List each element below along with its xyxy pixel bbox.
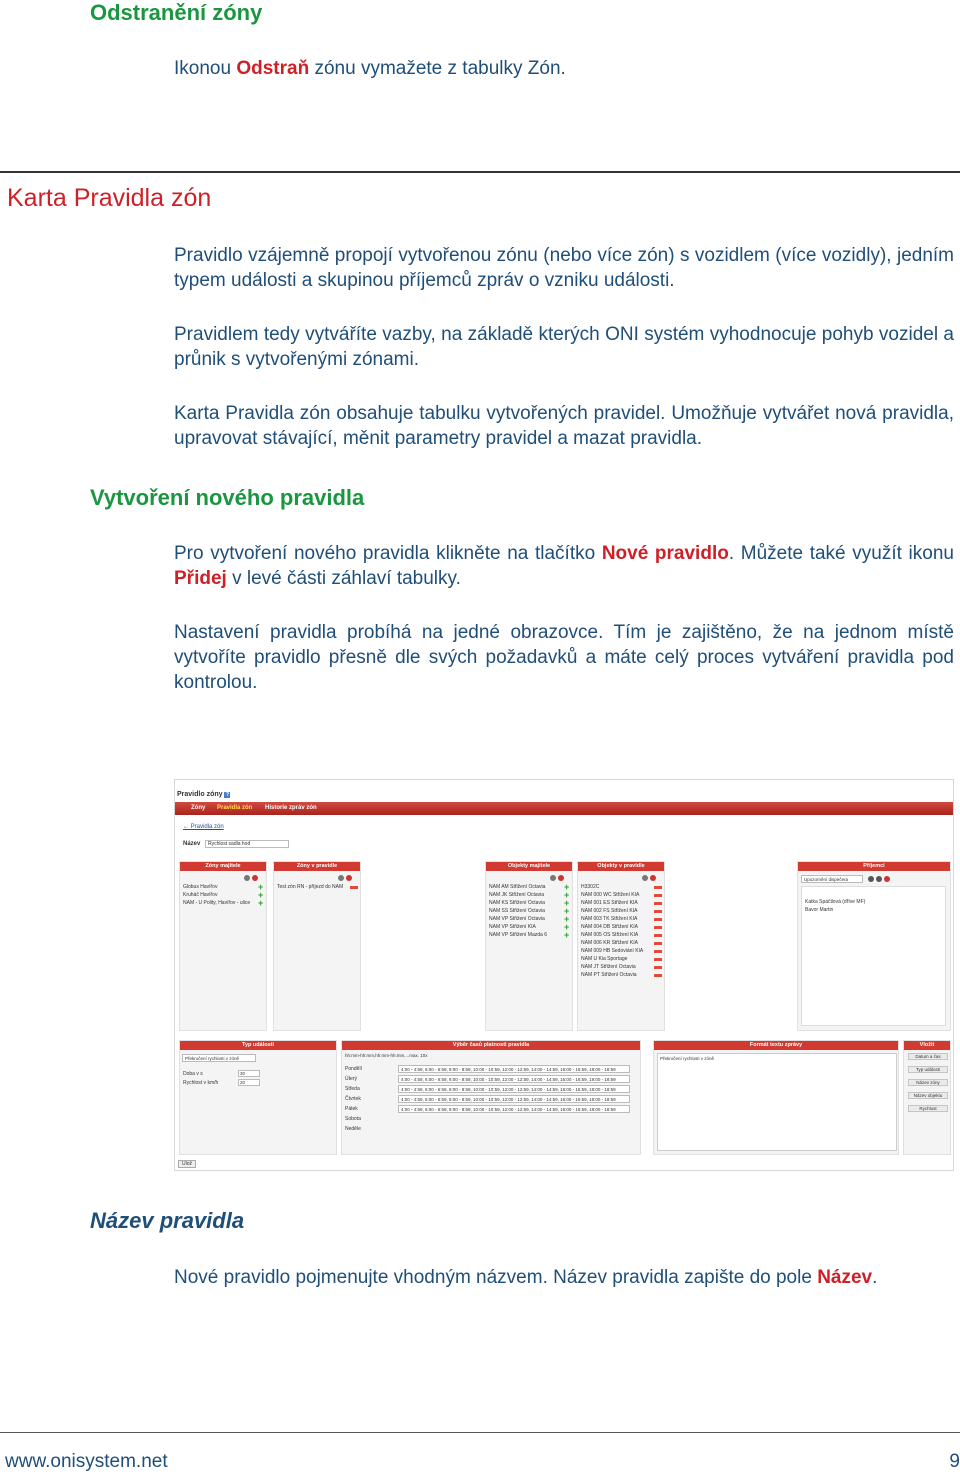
panel-objects-rule bbox=[577, 861, 665, 1031]
list-item[interactable]: NAM 009 HB Sedoviání KIA bbox=[581, 948, 644, 954]
list-item[interactable]: NAM VP Střižení Octavia bbox=[489, 916, 545, 922]
heading-new-rule: Vytvoření nového pravidla bbox=[90, 485, 365, 510]
insert-object-name-button[interactable]: Název objektu bbox=[908, 1092, 948, 1099]
panel-objects-owner bbox=[485, 861, 573, 1031]
paragraph-rule-name: Nové pravidlo pojmenujte vhodným názvem. Název pravidla zapište do pole Název. bbox=[174, 1267, 878, 1288]
day-label: Pondělí bbox=[345, 1066, 362, 1072]
panel-event-type bbox=[179, 1040, 337, 1155]
schedule-input[interactable]: 4:00 - 4:59, 6:00 - 6:59, 8:00 - 8:59, 10:00 - 10:59, 12:00 - 12:59, 14:00 - 14:59, 16:00 - 16:59, 18:00 - 18:59 bbox=[398, 1105, 630, 1113]
tab-zone-rules[interactable]: Pravidla zón bbox=[217, 805, 253, 811]
add-icon[interactable]: + bbox=[564, 906, 570, 916]
paragraph-rules-1: Pravidlo vzájemně propojí vytvořenou zónu (nebo více zón) s vozidlem (více vozidly), jedním typem události a skupinou příjemců zpráv o vzniku události. bbox=[174, 245, 954, 291]
paragraph-new-rule-1: Pro vytvoření nového pravidla klikněte na tlačítko Nové pravidlo. Můžete také využít ikonu Přidej v levé části záhlaví tabulky. bbox=[174, 543, 954, 589]
panel-recipients bbox=[797, 861, 951, 1031]
save-button[interactable]: Ulož bbox=[178, 1160, 196, 1168]
heading-rules-card: Karta Pravidla zón bbox=[7, 184, 212, 212]
remove-icon[interactable] bbox=[654, 934, 662, 937]
footer-url[interactable]: www.onisystem.net bbox=[5, 1451, 168, 1472]
search-icon[interactable] bbox=[244, 875, 250, 881]
paragraph-remove-zone: Ikonou Odstraň zónu vymažete z tabulky Zón. bbox=[174, 58, 566, 79]
section-divider bbox=[0, 171, 960, 173]
panel-zones-rule-head: Zóny v pravidle bbox=[274, 862, 360, 871]
list-item[interactable]: NAM JK Střižení Octavia bbox=[489, 892, 545, 898]
page-number: 9 bbox=[949, 1451, 960, 1472]
add-icon[interactable]: + bbox=[258, 882, 264, 892]
list-item[interactable]: NAM AM Střižení Octavia bbox=[489, 884, 546, 890]
add-icon[interactable]: + bbox=[258, 890, 264, 900]
remove-icon[interactable] bbox=[654, 942, 662, 945]
day-label: Čtvrtek bbox=[345, 1096, 361, 1102]
remove-icon[interactable] bbox=[654, 910, 662, 913]
list-item[interactable]: NAM SS Střižení Octavia bbox=[489, 908, 545, 914]
panel-schedule bbox=[341, 1040, 641, 1155]
list-item[interactable]: NAM 004 DB Střižení KIA bbox=[581, 924, 638, 930]
list-item[interactable]: NAM 006 KR Střižení KIA bbox=[581, 940, 638, 946]
schedule-input[interactable]: 4:00 - 4:59, 6:00 - 6:59, 8:00 - 8:59, 10:00 - 10:59, 12:00 - 12:59, 14:00 - 14:59, 16:00 - 16:59, 18:00 - 18:59 bbox=[398, 1085, 630, 1093]
clear-icon[interactable] bbox=[558, 875, 564, 881]
paragraph-new-rule-2: Nastavení pravidla probíhá na jedné obrazovce. Tím je zajištěno, že na jednom místě vytvoříte pravidlo přesně dle svých požadavků a máte celý proces vytváření pravidla pod kontrolou. bbox=[174, 622, 954, 693]
recipients-select[interactable]: Upozornění dispečera bbox=[801, 875, 863, 883]
heading-rule-name: Název pravidla bbox=[90, 1208, 245, 1233]
new-rule-keyword: Nové pravidlo bbox=[601, 543, 729, 564]
insert-speed-button[interactable]: Rychlost bbox=[908, 1105, 948, 1112]
list-item[interactable]: Bavor Martin bbox=[805, 907, 834, 913]
search-icon[interactable] bbox=[642, 875, 648, 881]
list-item[interactable]: NAM 005 OS Střižení KIA bbox=[581, 932, 639, 938]
remove-keyword: Odstraň bbox=[236, 58, 310, 79]
day-label: Pátek bbox=[345, 1106, 358, 1112]
list-item[interactable]: H3302C bbox=[581, 884, 600, 890]
paragraph-rules-3: Karta Pravidla zón obsahuje tabulku vytvořených pravidel. Umožňuje vytvářet nová pravidla, upravovat stávající, měnit parametry pravidel a mazat pravidla. bbox=[174, 403, 954, 449]
remove-icon[interactable] bbox=[654, 958, 662, 961]
recipients-list bbox=[801, 886, 946, 1026]
list-item[interactable]: NAM - U Polity, Havířov - ulice bbox=[183, 900, 251, 906]
name-keyword: Název bbox=[817, 1267, 873, 1288]
message-textarea[interactable]: Překročení rychlosti v zóně bbox=[657, 1053, 897, 1151]
search-icon[interactable] bbox=[338, 875, 344, 881]
list-item[interactable]: Test zón RN - příjezd do NAM bbox=[277, 884, 344, 890]
remove-icon[interactable] bbox=[654, 894, 662, 897]
panel-zones-owner bbox=[179, 861, 267, 1031]
list-item[interactable]: NAM PT Střižení Octavia bbox=[581, 972, 637, 978]
tab-zones[interactable]: Zóny bbox=[191, 805, 206, 811]
tab-zone-history[interactable]: Historie zpráv zón bbox=[265, 805, 317, 811]
remove-icon[interactable] bbox=[654, 966, 662, 969]
day-label: Neděle bbox=[345, 1126, 361, 1132]
event-type-select[interactable]: Překročení rychlosti v zóně bbox=[182, 1054, 256, 1062]
screenshot-tabbar bbox=[175, 802, 954, 815]
day-label: Úterý bbox=[345, 1076, 357, 1082]
list-item[interactable]: NAM 002 FS Střižení KIA bbox=[581, 908, 638, 914]
list-item[interactable]: NAM U Kia Sportage bbox=[581, 956, 628, 962]
day-label: Středa bbox=[345, 1086, 360, 1092]
schedule-input[interactable]: 4:00 - 4:59, 6:00 - 6:59, 8:00 - 8:59, 10:00 - 10:59, 12:00 - 12:59, 14:00 - 14:59, 16:00 - 16:59, 18:00 - 18:59 bbox=[398, 1065, 630, 1073]
schedule-hint: hh:mm-hh:mm,hh:mm-hh:mm,...max. 10x bbox=[345, 1053, 428, 1058]
name-input[interactable]: Rychlost sadla hod bbox=[205, 840, 289, 848]
panel-schedule-head: Výběr časů platnosti pravidla bbox=[342, 1041, 640, 1050]
schedule-input[interactable]: 4:00 - 4:59, 6:00 - 6:59, 8:00 - 8:59, 10:00 - 10:59, 12:00 - 12:59, 14:00 - 14:59, 16:00 - 16:59, 18:00 - 18:59 bbox=[398, 1075, 630, 1083]
panel-recipients-head: Příjemci bbox=[798, 862, 950, 871]
list-item[interactable]: NAM JT Střižení Octavia bbox=[581, 964, 636, 970]
paragraph-rules-2: Pravidlem tedy vytváříte vazby, na základě kterých ONI systém vyhodnocuje pohyb vozidel a průnik s vytvořenými zónami. bbox=[174, 324, 954, 370]
clear-icon[interactable] bbox=[884, 876, 890, 882]
add-icon[interactable]: + bbox=[564, 890, 570, 900]
remove-icon[interactable] bbox=[654, 926, 662, 929]
heading-remove-zone: Odstranění zóny bbox=[90, 0, 263, 25]
back-link[interactable]: ← Pravidla zón bbox=[183, 824, 224, 830]
add-icon[interactable]: + bbox=[564, 882, 570, 892]
remove-icon[interactable] bbox=[654, 974, 662, 977]
clear-icon[interactable] bbox=[252, 875, 258, 881]
schedule-input[interactable]: 4:00 - 4:59, 6:00 - 6:59, 8:00 - 8:59, 10:00 - 10:59, 12:00 - 12:59, 14:00 - 14:59, 16:00 - 16:59, 18:00 - 18:59 bbox=[398, 1095, 630, 1103]
screenshot-title: Pravidlo zóny ? bbox=[177, 791, 229, 798]
save-icon[interactable] bbox=[868, 876, 874, 882]
list-item[interactable]: NAM 000 WC Střižení KIA bbox=[581, 892, 640, 898]
panel-message-format-head: Formát textu zprávy bbox=[654, 1041, 898, 1050]
remove-icon[interactable] bbox=[654, 918, 662, 921]
remove-icon[interactable] bbox=[654, 950, 662, 953]
footer-divider bbox=[0, 1432, 960, 1433]
search-icon[interactable] bbox=[550, 875, 556, 881]
field-label: Doba v s bbox=[183, 1071, 203, 1077]
list-item[interactable]: Katka Spáčilová (dříve MF) bbox=[805, 899, 866, 905]
name-label: Název bbox=[183, 841, 201, 847]
add-keyword: Přidej bbox=[174, 568, 227, 589]
panel-insert bbox=[903, 1040, 951, 1155]
panel-objects-owner-head: Objekty majitele bbox=[486, 862, 572, 871]
list-item[interactable]: NAM 003 TK Střižení KIA bbox=[581, 916, 638, 922]
add-icon[interactable]: + bbox=[258, 898, 264, 908]
add-user-icon[interactable] bbox=[876, 876, 882, 882]
add-icon[interactable]: + bbox=[564, 898, 570, 908]
list-item[interactable]: NAM VP Střižení Mazda 6 bbox=[489, 932, 547, 938]
list-item[interactable]: NAM VP Střižení KIA bbox=[489, 924, 536, 930]
panel-objects-rule-head: Objekty v pravidle bbox=[578, 862, 664, 871]
add-icon[interactable]: + bbox=[564, 930, 570, 940]
insert-event-type-button[interactable]: Typ události bbox=[908, 1066, 948, 1073]
insert-zone-name-button[interactable]: Název zóny bbox=[908, 1079, 948, 1086]
panel-insert-head: Vložit bbox=[904, 1041, 950, 1050]
list-item[interactable]: Globus Havířov bbox=[183, 884, 218, 890]
clear-icon[interactable] bbox=[650, 875, 656, 881]
list-item[interactable]: NAM KS Střižení Octavia bbox=[489, 900, 545, 906]
duration-input[interactable]: 30 bbox=[238, 1070, 260, 1077]
help-icon[interactable]: ? bbox=[225, 792, 229, 798]
list-item[interactable]: NAM 001 ES Střižení KIA bbox=[581, 900, 638, 906]
day-label: Sobota bbox=[345, 1116, 361, 1122]
insert-datetime-button[interactable]: Datum a čas bbox=[908, 1053, 948, 1060]
add-icon[interactable]: + bbox=[564, 922, 570, 932]
clear-icon[interactable] bbox=[346, 875, 352, 881]
add-icon[interactable]: + bbox=[564, 914, 570, 924]
panel-zones-rule bbox=[273, 861, 361, 1031]
remove-icon[interactable] bbox=[654, 902, 662, 905]
panel-zones-owner-head: Zóny majitele bbox=[180, 862, 266, 871]
remove-icon[interactable] bbox=[350, 886, 358, 889]
list-item[interactable]: Kruháč Havířov bbox=[183, 892, 218, 898]
remove-icon[interactable] bbox=[654, 886, 662, 889]
speed-input[interactable]: 20 bbox=[238, 1079, 260, 1086]
panel-message-format bbox=[653, 1040, 899, 1155]
rule-editor-screenshot bbox=[174, 779, 954, 1171]
panel-event-type-head: Typ události bbox=[180, 1041, 336, 1050]
field-label: Rychlost v km/h bbox=[183, 1080, 219, 1086]
